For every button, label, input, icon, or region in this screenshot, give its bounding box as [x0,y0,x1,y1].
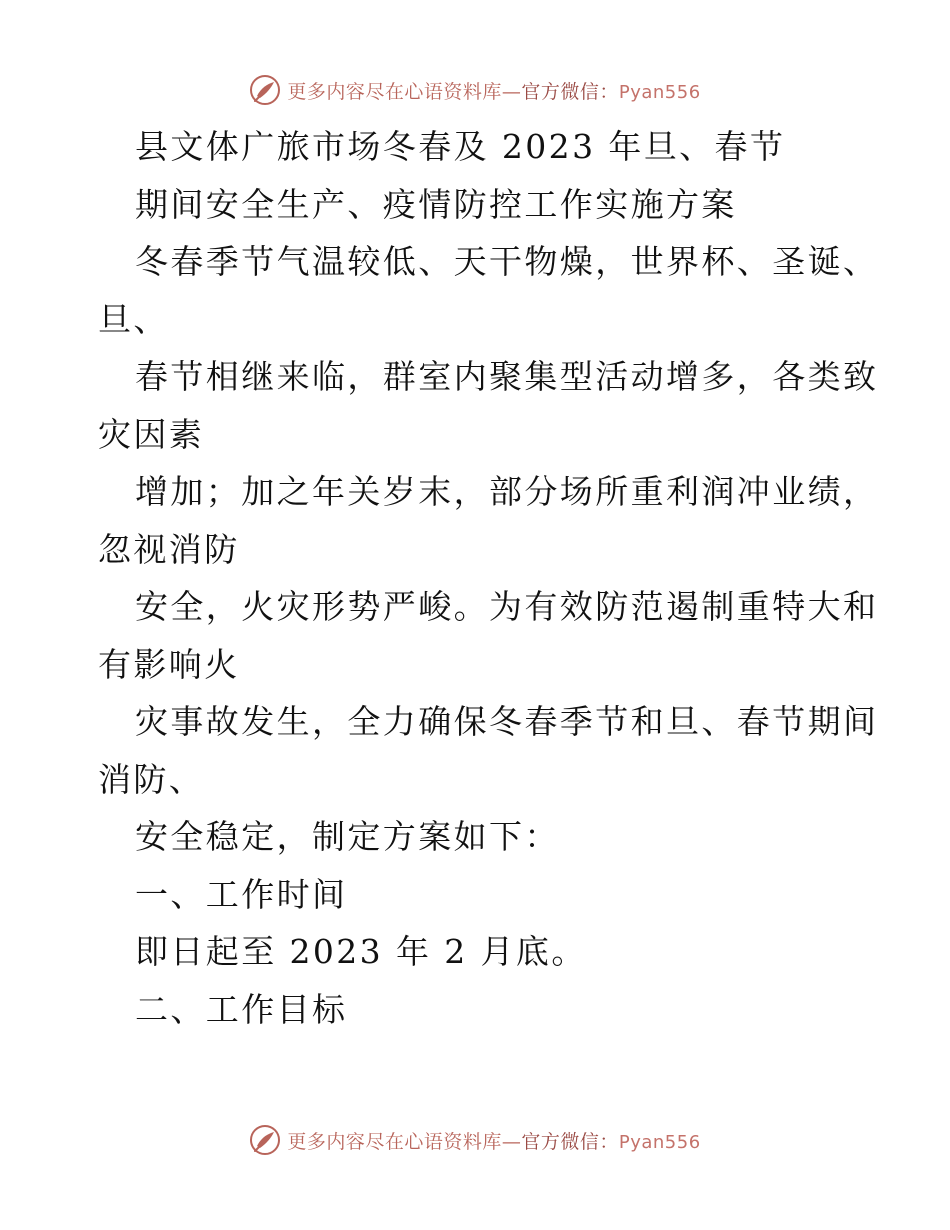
doc-line: 春节相继来临，群室内聚集型活动增多，各类致 [135,357,879,396]
doc-line: 期间安全生产、疫情防控工作实施方案 [135,184,737,224]
footer-watermark [0,1120,950,1160]
doc-line: 增加；加之年关岁末，部分场所重利润冲业绩， [135,472,879,511]
watermark-text [287,77,700,104]
section-heading: 二、工作目标 [135,989,348,1029]
watermark-site-text: 更多内容尽在心语资料库 [287,80,502,103]
pen-logo-icon [249,1124,281,1156]
doc-line: 灾因素 [98,414,205,454]
doc-line: 忽视消防 [98,529,240,569]
document-body [98,118,888,1038]
watermark-handle: Pyan556 [618,1131,701,1153]
header-watermark [0,70,950,110]
watermark-separator: — [501,80,522,103]
doc-line: 旦、 [98,299,169,339]
watermark-text [287,1127,700,1154]
section-heading: 一、工作时间 [135,874,348,914]
watermark-site-text: 更多内容尽在心语资料库 [287,1130,502,1153]
doc-line: 即日起至 2023 年 2 月底。 [135,932,587,971]
watermark-separator: — [501,1130,522,1153]
doc-line: 灾事故发生，全力确保冬春季节和旦、春节期间 [135,702,879,741]
doc-line: 安全，火灾形势严峻。为有效防范遏制重特大和 [135,587,879,626]
doc-line: 有影响火 [98,644,240,684]
watermark-wechat-label: 官方微信： [521,80,619,103]
watermark-wechat-label: 官方微信： [521,1130,619,1153]
doc-line: 县文体广旅市场冬春及 2023 年旦、春节 [135,127,786,166]
pen-logo-icon [249,74,281,106]
doc-line: 安全稳定，制定方案如下： [135,817,560,856]
watermark-handle: Pyan556 [618,81,701,103]
doc-line: 冬春季节气温较低、天干物燥，世界杯、圣诞、 [135,242,879,281]
doc-line: 消防、 [98,759,205,799]
